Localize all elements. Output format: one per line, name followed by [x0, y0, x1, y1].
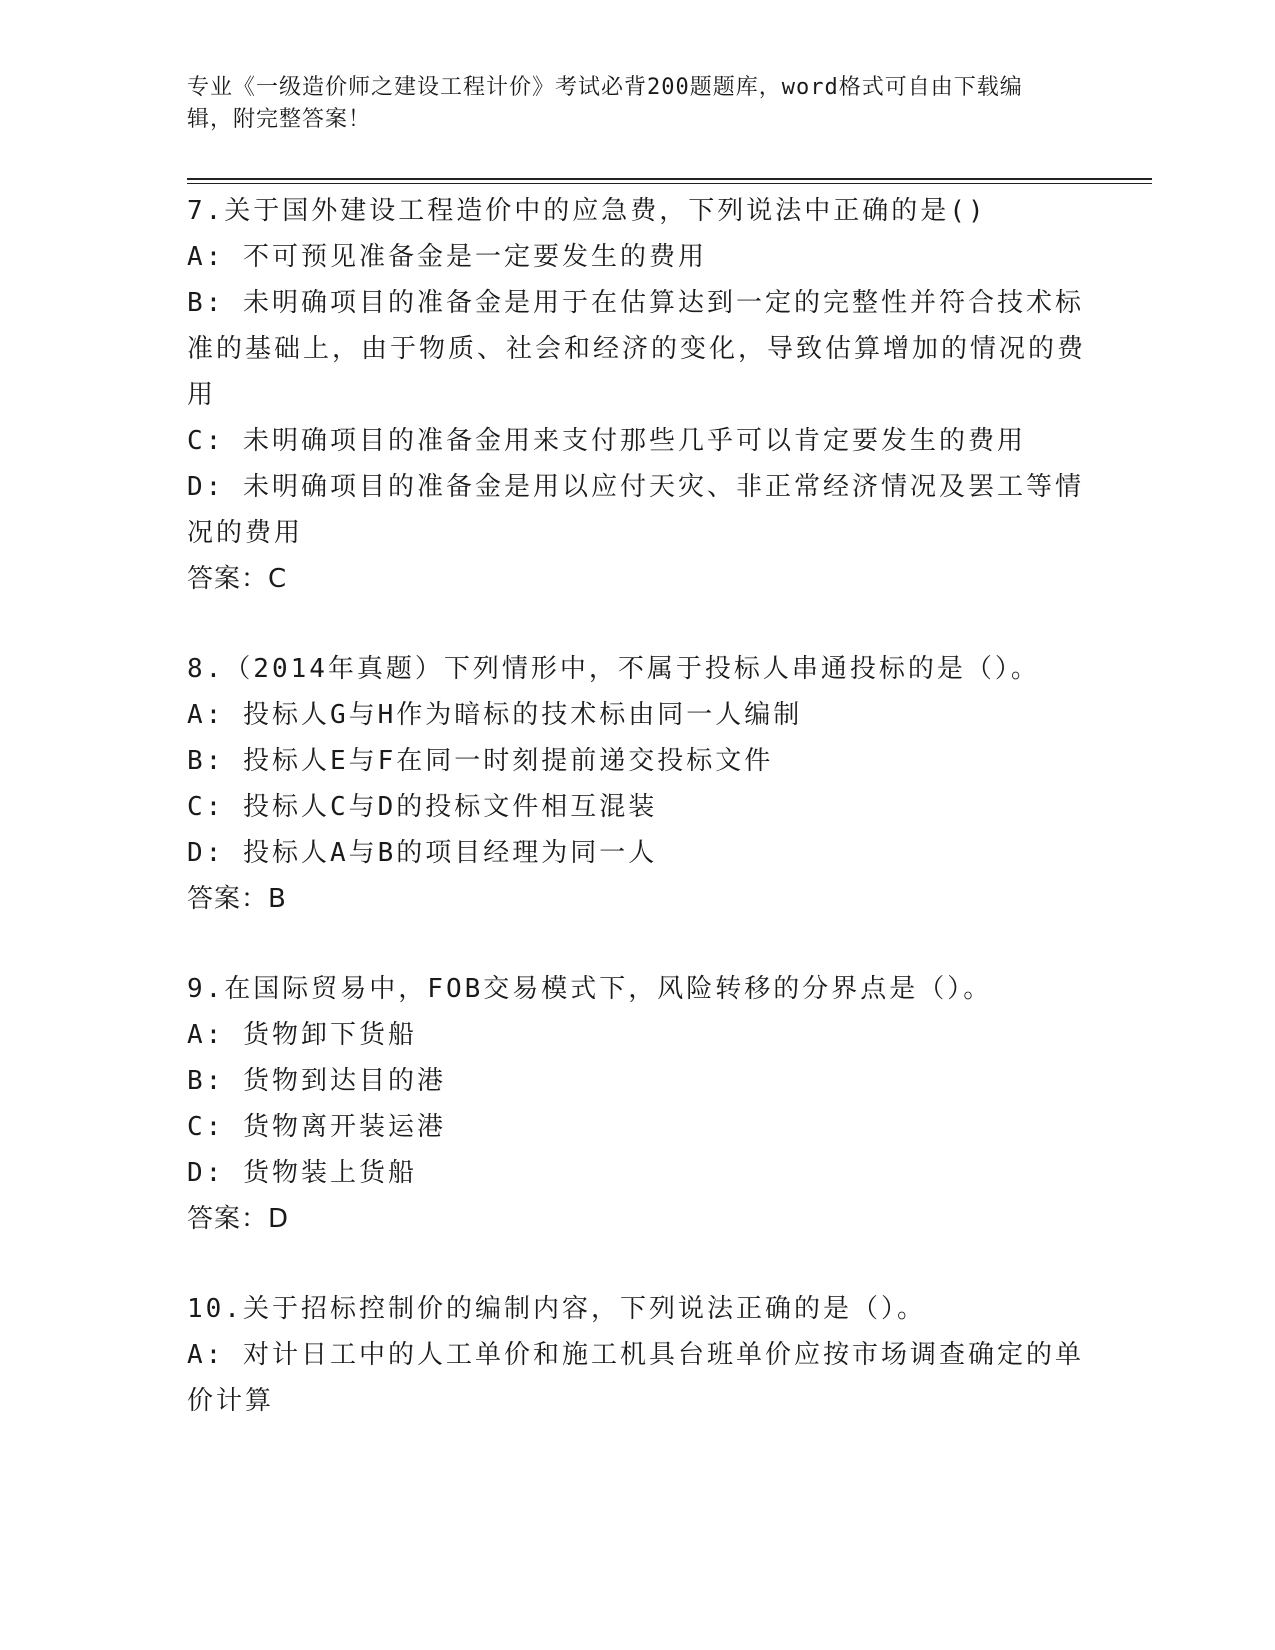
question-stem: 7.关于国外建设工程造价中的应急费，下列说法中正确的是(): [187, 196, 987, 226]
option-d: D: 未明确项目的准备金是用以应付天灾、非正常经济情况及罢工等情况的费用: [187, 472, 1084, 548]
page-header: 专业《一级造价师之建设工程计价》考试必背200题题库，word格式可自由下载编辑，附完整答案！: [187, 75, 1023, 132]
option-b: B: 货物到达目的港: [187, 1066, 446, 1096]
answer: 答案：D: [187, 1204, 290, 1234]
option-a: A: 不可预见准备金是一定要发生的费用: [187, 242, 707, 272]
answer: 答案：C: [187, 564, 288, 594]
option-b: B: 投标人E与F在同一时刻提前递交投标文件: [187, 746, 774, 776]
option-c: C: 未明确项目的准备金用来支付那些几乎可以肯定要发生的费用: [187, 426, 1026, 456]
answer: 答案：B: [187, 884, 287, 914]
question-list: [187, 188, 1087, 1468]
question-9: [187, 966, 1087, 1242]
question-8: [187, 646, 1087, 922]
question-7: [187, 188, 1087, 602]
header-rule-thin: [187, 183, 1152, 184]
option-a: A: 货物卸下货船: [187, 1020, 417, 1050]
question-stem: 10.关于招标控制价的编制内容，下列说法正确的是（）。: [187, 1294, 926, 1324]
question-stem: 9.在国际贸易中，FOB交易模式下，风险转移的分界点是（）。: [187, 974, 993, 1004]
option-b: B: 未明确项目的准备金是用于在估算达到一定的完整性并符合技术标准的基础上，由于物质、社会和经济的变化，导致估算增加的情况的费用: [187, 288, 1087, 410]
option-c: C: 货物离开装运港: [187, 1112, 446, 1142]
header-rule: [187, 178, 1152, 180]
question-10: [187, 1286, 1087, 1424]
option-a: A: 投标人G与H作为暗标的技术标由同一人编制: [187, 700, 803, 730]
option-a: A: 对计日工中的人工单价和施工机具台班单价应按市场调查确定的单价计算: [187, 1340, 1084, 1416]
option-c: C: 投标人C与D的投标文件相互混装: [187, 792, 658, 822]
question-stem: 8.（2014年真题）下列情形中，不属于投标人串通投标的是（）。: [187, 654, 1040, 684]
option-d: D: 货物装上货船: [187, 1158, 417, 1188]
option-d: D: 投标人A与B的项目经理为同一人: [187, 838, 658, 868]
